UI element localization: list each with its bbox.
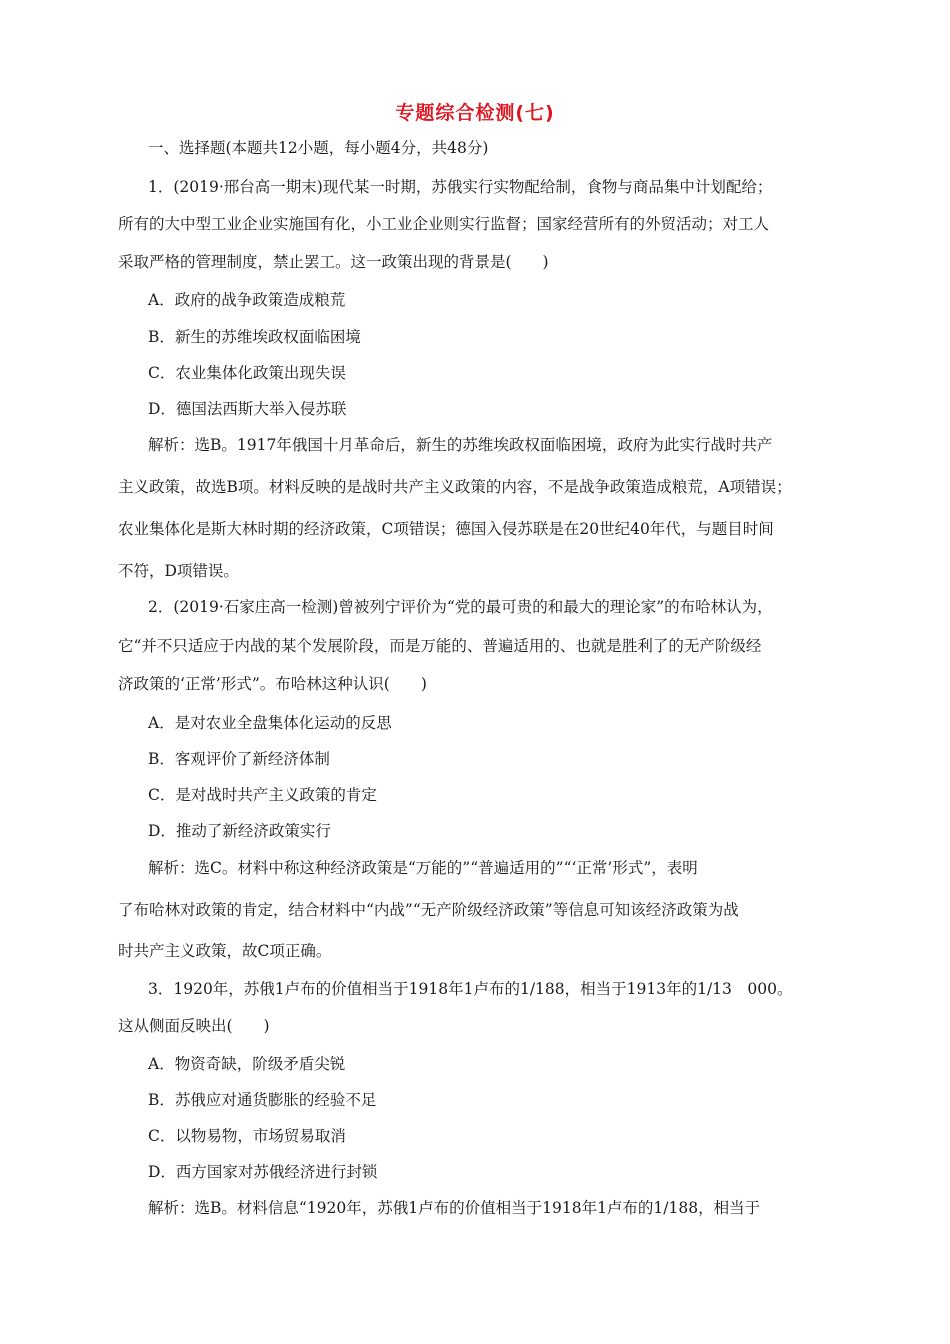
q1-option-a: A．政府的战争政策造成粮荒 xyxy=(148,291,346,309)
q2-analysis-line: 了布哈林对政策的肯定，结合材料中“内战”“无产阶级经济政策”等信息可知该经济政策为战 xyxy=(118,901,739,919)
q1-stem-line: 1．(2019·邢台高一期末)现代某一时期，苏俄实行实物配给制，食物与商品集中计划配给； xyxy=(148,178,773,196)
q2-stem-line: 2．(2019·石家庄高一检测)曾被列宁评价为“党的最可贵的和最大的理论家”的布哈林认为， xyxy=(148,598,773,616)
q2-analysis-line: 时共产主义政策，故C项正确。 xyxy=(118,942,332,960)
page-title: 专题综合检测(七) xyxy=(395,102,555,124)
q2-analysis-line: 解析：选C。材料中称这种经济政策是“万能的”“普遍适用的”“‘正常’形式”，表明 xyxy=(148,859,698,877)
q3-option-d: D．西方国家对苏俄经济进行封锁 xyxy=(148,1163,378,1181)
q2-option-d: D．推动了新经济政策实行 xyxy=(148,822,331,840)
q3-option-b: B．苏俄应对通货膨胀的经验不足 xyxy=(148,1091,377,1109)
q2-option-a: A．是对农业全盘集体化运动的反思 xyxy=(148,714,392,732)
q1-analysis-line: 农业集体化是斯大林时期的经济政策，C项错误；德国入侵苏联是在20世纪40年代，与题目时间 xyxy=(118,520,774,538)
q2-option-c: C．是对战时共产主义政策的肯定 xyxy=(148,786,377,804)
q3-analysis-line: 解析：选B。材料信息“1920年，苏俄1卢布的价值相当于1918年1卢布的1/188，相当于 xyxy=(148,1199,761,1217)
q1-analysis-line: 解析：选B。1917年俄国十月革命后，新生的苏维埃政权面临困境，政府为此实行战时共产 xyxy=(148,436,773,454)
q1-option-b: B．新生的苏维埃政权面临困境 xyxy=(148,328,361,346)
q3-stem-line: 这从侧面反映出( ) xyxy=(118,1017,270,1035)
q1-analysis-line: 主义政策，故选B项。材料反映的是战时共产主义政策的内容，不是战争政策造成粮荒，A项错误； xyxy=(118,478,792,496)
q1-analysis-line: 不符，D项错误。 xyxy=(118,562,239,580)
q1-option-d: D．德国法西斯大举入侵苏联 xyxy=(148,400,347,418)
q2-option-b: B．客观评价了新经济体制 xyxy=(148,750,330,768)
q1-option-c: C．农业集体化政策出现失误 xyxy=(148,364,346,382)
q3-stem-line: 3．1920年，苏俄1卢布的价值相当于1918年1卢布的1/188，相当于1913年的1/13 000。 xyxy=(148,980,793,998)
q3-option-a: A．物资奇缺，阶级矛盾尖锐 xyxy=(148,1055,346,1073)
q3-option-c: C．以物易物，市场贸易取消 xyxy=(148,1127,346,1145)
q1-stem-line: 采取严格的管理制度，禁止罢工。这一政策出现的背景是( ) xyxy=(118,253,549,271)
q2-stem-line: 济政策的‘正常’形式”。布哈林这种认识( ) xyxy=(118,675,427,693)
q1-stem-line: 所有的大中型工业企业实施国有化，小工业企业则实行监督；国家经营所有的外贸活动；对工人 xyxy=(118,215,770,233)
q2-stem-line: 它“并不只适应于内战的某个发展阶段，而是万能的、普遍适用的、也就是胜利了的无产阶级经 xyxy=(118,637,762,655)
section-heading: 一、选择题(本题共12小题，每小题4分，共48分) xyxy=(148,139,489,157)
